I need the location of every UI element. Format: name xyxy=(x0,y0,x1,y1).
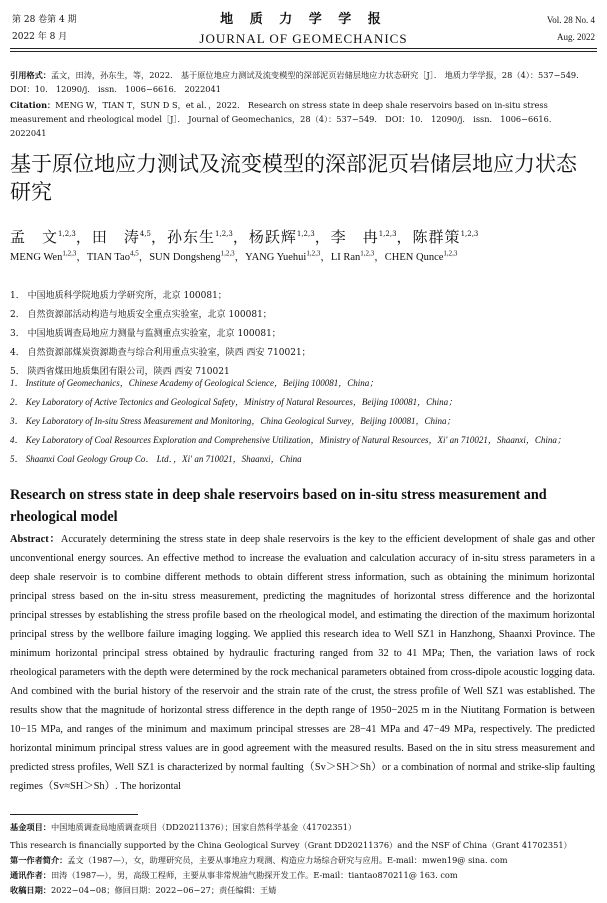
author-cn-affil-sup: 1,2,3 xyxy=(215,230,233,238)
affiliation-cn-item: 1． 中国地质科学院地质力学研究所，北京 100081； xyxy=(10,291,227,301)
authors-cn xyxy=(10,226,597,247)
affiliation-en-item: 5． Shaanxi Coal Geology Group Co． Ltd．，Xi' an 710021，Shaanxi，China xyxy=(10,454,302,464)
abstract xyxy=(10,530,595,796)
author-en-affil-sup: 1,2,3 xyxy=(62,249,77,258)
fund-label: 基金项目： xyxy=(10,822,51,832)
footnote-first-author xyxy=(10,853,597,867)
header-right xyxy=(547,12,595,46)
dates-text: 2022−04−08；修回日期：2022−06−27；责任编辑：王婧 xyxy=(50,885,277,895)
author-cn-name: 田 涛 xyxy=(91,228,140,246)
affiliation-cn-item: 2． 自然资源部活动构造与地质安全重点实验室，北京 100081； xyxy=(10,310,272,320)
citation-cn xyxy=(10,68,595,96)
dates-label: 收稿日期： xyxy=(10,885,51,895)
journal-title-cn: 地 质 力 学 学 报 xyxy=(220,12,387,27)
affiliation-cn-item: 4． 自然资源部煤炭资源勘查与综合利用重点实验室，陕西 西安 710021； xyxy=(10,348,311,358)
corr-text: 田涛（1987—），男，高级工程师，主要从事非常规油气勘探开发工作。E-mail：tiantao870211@ 163. com xyxy=(50,870,458,880)
author-cn-separator: ， xyxy=(232,228,249,246)
volume-cn: 第 28 卷第 4 期 xyxy=(12,15,77,25)
journal-title-en: JOURNAL OF GEOMECHANICS xyxy=(199,31,408,46)
corr-label: 通讯作者： xyxy=(10,870,51,880)
author-en-affil-sup: 1,2,3 xyxy=(306,249,321,258)
footnote-dates xyxy=(10,883,597,897)
abstract-label: Abstract： xyxy=(10,534,61,545)
paper-title-en: Research on stress state in deep shale reservoirs based on in-situ stress measurement and rheological model xyxy=(10,487,547,525)
author-en-affil-sup: 1,2,3 xyxy=(360,249,375,258)
authors-en xyxy=(10,249,597,264)
affiliation-en-item: 3． Key Laboratory of In-situ Stress Measurement and Monitoring，China Geological Survey，Beijing 100081，China； xyxy=(10,416,456,426)
author-cn-name: 孟 文 xyxy=(10,228,59,246)
author-cn-name: 孙东生 xyxy=(167,228,216,246)
fund-text: 中国地质调查局地质调查项目（DD20211376）；国家自然科学基金（41702351） xyxy=(50,822,357,832)
abstract-text: Accurately determining the stress state in deep shale reservoirs is the key to the efficient development of shale gas and other unconventional energy sources. An effective method to increase the evaluation and calculation accuracy of in-situ stress parameters in a deep shale reservoir is to combine different methods to obtain different stress information, such as obtaining the minimum horizontal principal stress based on the in-situ stress measurement, predicting the magnitudes of horizontal stress difference and the horizontal principal stresses by establishing the stress profile based on the rheological model, and estimating the direction of the maximum horizontal principal stress by the wellbore failure imaging logging. We applied this research idea to Well SZ1 in Hanzhong, Shaanxi Province. The minimum horizontal principal stress obtained by hydraulic fracturing ranged from 32 to 41 MPa; Then, the variation laws of rock rheological parameters with the depth were determined by the rock mechanical parameters obtained from cross-dipole acoustic logging data. And combined with the burial history of the reservoir and the strain rate of the crust, the stress profile of Well SZ1 was established. The results show that the magnitude of horizontal stress difference in the depth range of 1950−2025 m in the Niutitang Formation is between 10−15 MPa, and ranges of the minimum and maximum principal stresses are 28−41 MPa and 47−49 MPa, respectively. The predicted horizontal minimum principal stress values are in good agreement with the measured results. Based on the in situ stress measurement and predicted stress profiles, Well SZ1 is characterized by normal faulting（Sv＞SH＞Sh）or a combination of normal and strike-slip faulting regimes（Sv≈SH＞Sh）. The horizontal xyxy=(10,534,595,792)
first-author-text: 孟文（1987—），女，助理研究员，主要从事地应力观测、构造应力场综合研究与应用。E-mail：mwen19@ sina. com xyxy=(67,855,508,865)
author-en-separator: ， xyxy=(374,252,385,263)
author-en-name: YANG Yuehui xyxy=(245,252,307,263)
journal-title xyxy=(0,8,607,47)
date-cn: 2022 年 8 月 xyxy=(12,32,68,42)
author-cn-affil-sup: 4,5 xyxy=(139,230,151,238)
affiliation-en-item: 2． Key Laboratory of Active Tectonics and Geological Safety，Ministry of Natural Resources，Beijing 100081，China； xyxy=(10,397,458,407)
paper-title-cn: 基于原位地应力测试及流变模型的深部泥页岩储层地应力状态研究 xyxy=(10,152,577,204)
author-cn-separator: ， xyxy=(314,228,331,246)
author-cn-name: 陈群策 xyxy=(412,228,461,246)
author-cn-name: 杨跃辉 xyxy=(248,228,297,246)
affiliation-en-item: 4． Key Laboratory of Coal Resources Exploration and Comprehensive Utilization，Ministry of Natural Resources，Xi' an 710021，Shaanxi，China； xyxy=(10,435,566,445)
header-rule-thin xyxy=(10,51,597,52)
author-en-separator: ， xyxy=(76,252,87,263)
citation-cn-text: 孟文，田涛，孙东生，等，2022． 基于原位地应力测试及流变模型的深部泥页岩储层地应力状态研究［J］． 地质力学学报，28（4）：537−549． DOI：10． 12090/j． issn． 1006−6616． 2022041 xyxy=(10,70,585,94)
citation-en-text: MENG W，TIAN T，SUN D S，et al．，2022． Research on stress state in deep shale reservoirs based on in-situ stress measurement and rheological model［J］． Journal of Geomechanics，28（4）：537−549． DOI：10． 12090/j． issn． 1006−6616． 2022041 xyxy=(10,100,558,138)
author-en-name: TIAN Tao xyxy=(86,252,130,263)
author-en-affil-sup: 4,5 xyxy=(129,249,139,258)
affiliation-cn-item: 5． 陕西省煤田地质集团有限公司，陕西 西安 710021 xyxy=(10,367,230,377)
author-cn-separator: ， xyxy=(151,228,168,246)
author-en-separator: ， xyxy=(234,252,246,263)
author-cn-affil-sup: 1,2,3 xyxy=(460,230,479,238)
author-cn-separator: ， xyxy=(75,228,92,246)
citation-cn-label: 引用格式： xyxy=(10,70,51,80)
author-cn-separator: ， xyxy=(396,228,413,246)
affiliations-en xyxy=(10,374,595,469)
author-cn-affil-sup: 1,2,3 xyxy=(58,230,76,238)
author-en-affil-sup: 1,2,3 xyxy=(220,249,235,258)
first-author-label: 第一作者简介： xyxy=(10,855,68,865)
author-en-separator: ， xyxy=(138,252,150,263)
author-cn-affil-sup: 1,2,3 xyxy=(296,230,315,238)
date-en: Aug. 2022 xyxy=(557,32,595,42)
header-rule xyxy=(10,48,597,49)
footnote-corresponding xyxy=(10,868,597,882)
affiliation-en-item: 1． Institute of Geomechanics，Chinese Academy of Geological Science，Beijing 100081，China； xyxy=(10,378,379,388)
author-en-name: LI Ran xyxy=(330,252,361,263)
footnote-fund xyxy=(10,820,597,834)
affiliations-cn xyxy=(10,287,595,382)
author-en-name: SUN Dongsheng xyxy=(149,252,221,263)
author-en-affil-sup: 1,2,3 xyxy=(443,249,458,258)
citation-en xyxy=(10,98,595,140)
citation-en-label: Citation： xyxy=(10,100,56,110)
affiliation-cn-item: 3． 中国地质调查局地应力测量与监测重点实验室，北京 100081； xyxy=(10,329,281,339)
author-cn-affil-sup: 1,2,3 xyxy=(378,230,397,238)
author-en-name: MENG Wen xyxy=(10,252,63,263)
footnote-fund-en: This research is financially supported by the China Geological Survey（Grant DD20211376）and the NSF of China（Grant 41702351） xyxy=(10,840,572,850)
author-cn-name: 李 冉 xyxy=(330,228,379,246)
author-en-name: CHEN Qunce xyxy=(384,252,444,263)
author-en-separator: ， xyxy=(320,252,331,263)
volume-en: Vol. 28 No. 4 xyxy=(546,15,595,25)
footnote-rule xyxy=(10,814,138,815)
